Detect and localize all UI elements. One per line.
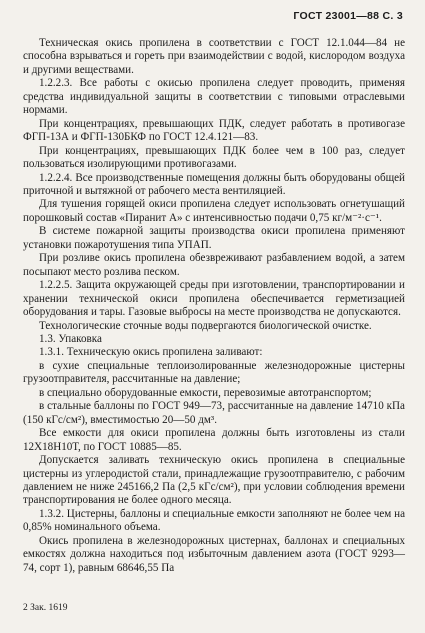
paragraph: 1.2.2.5. Защита окружающей среды при изготовлении, транспортировании и хранении технической окиси пропилена обеспечивается герметизацией оборудования и тары. Газовые выбросы на месте производства не допускаются. xyxy=(23,279,405,319)
paragraph: Для тушения горящей окиси пропилена следует использовать огнетушащий порошковый состав «Пиранит А» с интенсивностью подачи 0,75 кг/м⁻²·с⁻¹. xyxy=(23,198,405,224)
paragraph: Техническая окись пропилена в соответствии с ГОСТ 12.1.044—84 не способна взрываться и гореть при взаимодействии с водой, кислородом воздуха и другими веществами. xyxy=(23,37,405,76)
paragraph: При розливе окись пропилена обезвреживают разбавлением водой, а затем посыпают место розлива песком. xyxy=(23,252,405,278)
paragraph: 1.2.2.3. Все работы с окисью пропилена следует проводить, применяя средства индивидуальной защиты в соответствии с типовыми отраслевыми нормами. xyxy=(23,77,405,117)
paragraph: Допускается заливать техническую окись пропилена в специальные цистерны из углеродистой стали, принадлежащие грузоотправителю, с рабочим давлением не ниже 245166,2 Па (2,5 кГс/см²), при условии соблюдения времени транспортирования не более одного месяца. xyxy=(23,454,405,507)
paragraph: Окись пропилена в железнодорожных цистернах, баллонах и специальных емкостях должна находиться под избыточным давлением азота (ГОСТ 9293—74, сорт 1), равным 68646,55 Па xyxy=(23,534,405,574)
document-body xyxy=(23,37,405,575)
paragraph: При концентрациях, превышающих ПДК более чем в 100 раз, следует пользоваться изолирующими противогазами. xyxy=(23,144,405,171)
paragraph: Все емкости для окиси пропилена должны быть изготовлены из стали 12Х18Н10Т, по ГОСТ 10885—85. xyxy=(23,427,405,453)
paragraph: В системе пожарной защиты производства окиси пропилена применяют установки пожаротушения типа УПАП. xyxy=(23,225,405,251)
section-heading: 1.3. Упаковка xyxy=(39,332,102,345)
paragraph: в сухие специальные теплоизолированные железнодорожные цистерны грузоотправителя, рассчитанные на давление; xyxy=(23,359,405,386)
paragraph: Технологические сточные воды подвергаются биологической очистке. xyxy=(39,319,372,332)
paragraph: в специально оборудованные емкости, перевозимые автотранспортом; xyxy=(39,386,372,399)
running-header: ГОСТ 23001—88 С. 3 xyxy=(293,10,403,22)
paragraph: При концентрациях, превышающих ПДК, следует работать в противогазе ФГП-13А и ФГП-130БКФ по ГОСТ 12.4.121—83. xyxy=(23,117,405,144)
print-order-footer: 2 Зак. 1619 xyxy=(23,603,68,613)
paragraph: 1.2.2.4. Все производственные помещения должны быть оборудованы общей приточной и вытяжной от рабочего места вентиляцией. xyxy=(23,171,405,197)
paragraph: 1.3.1. Техническую окись пропилена заливают: xyxy=(39,346,263,359)
paragraph: в стальные баллоны по ГОСТ 949—73, рассчитанные на давление 14710 кПа (150 кГс/см²), вместимостью 20—50 дм³. xyxy=(23,400,405,426)
paragraph: 1.3.2. Цистерны, баллоны и специальные емкости заполняют не более чем на 0,85% номинального объема. xyxy=(23,507,405,534)
